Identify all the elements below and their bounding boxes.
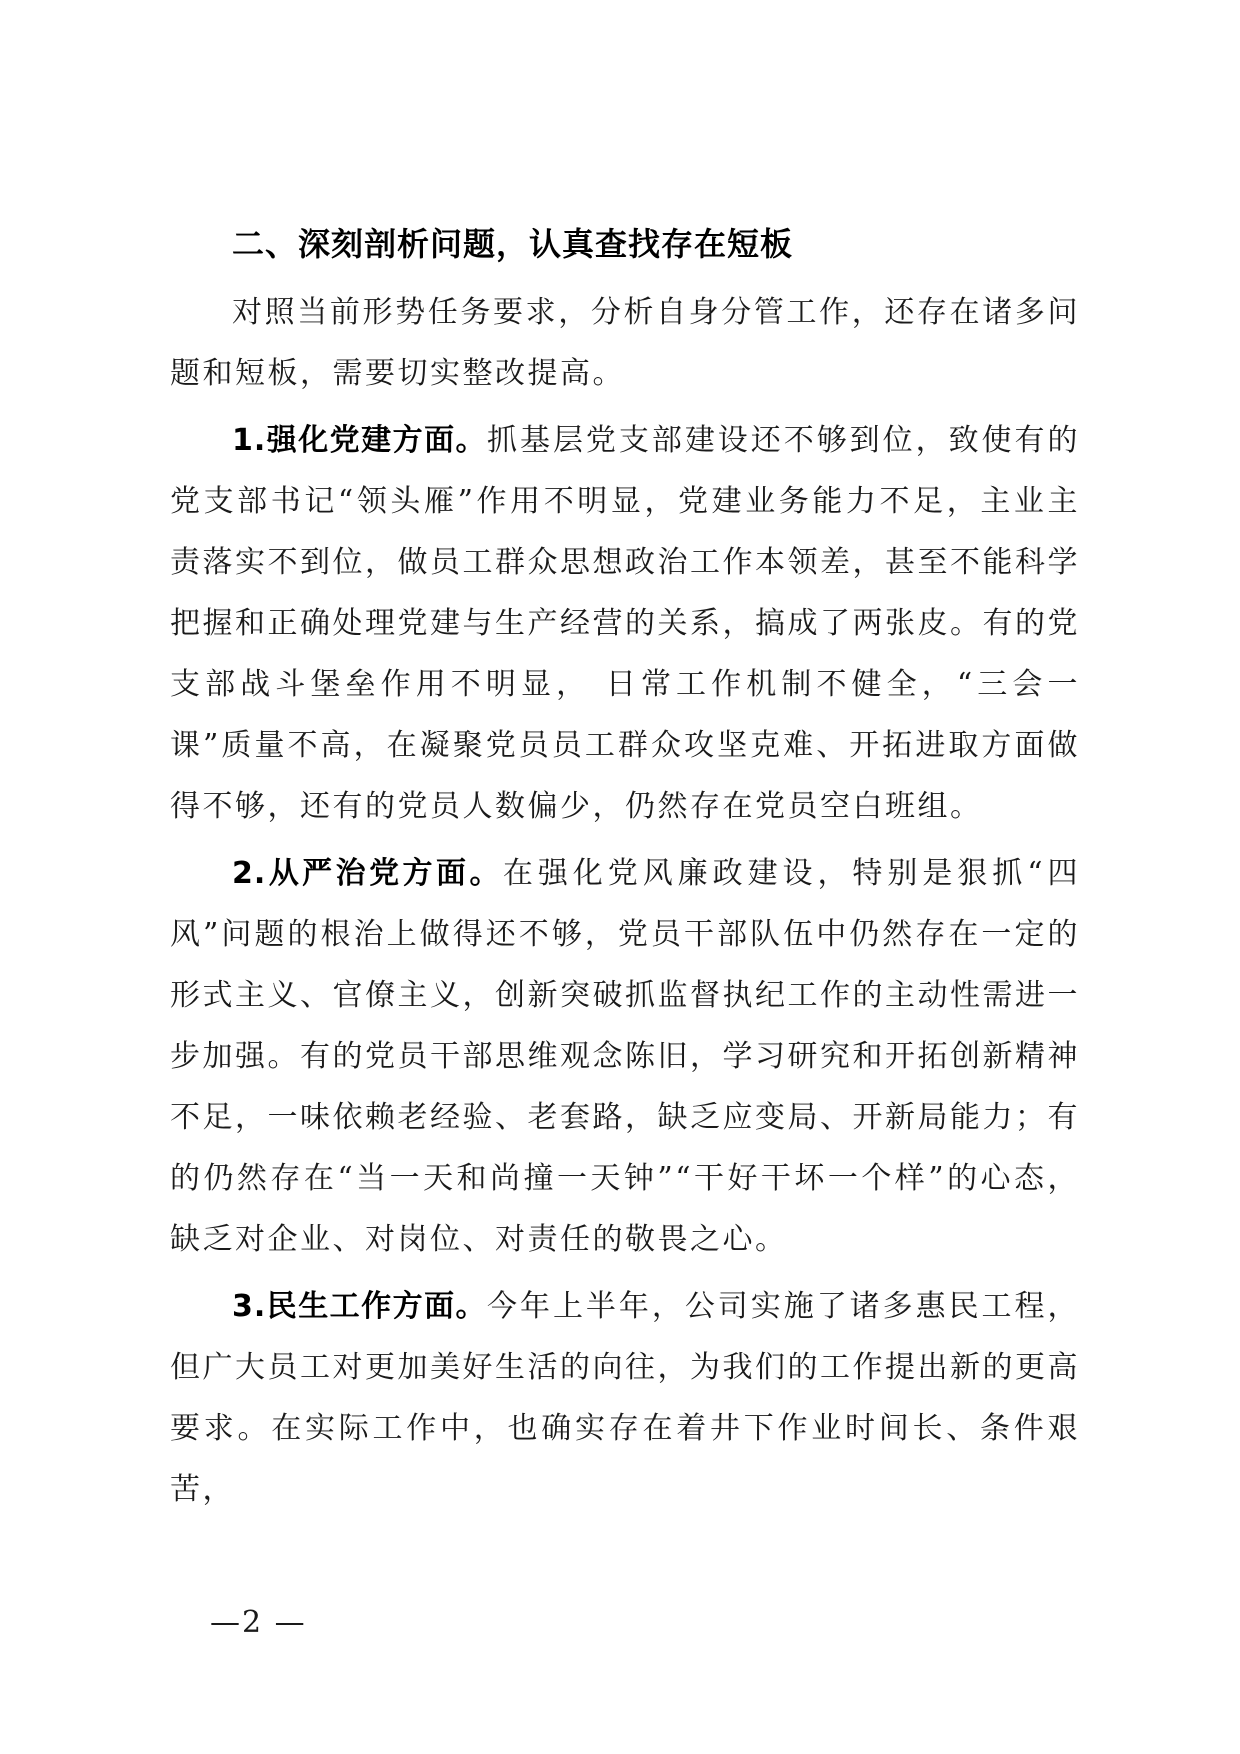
item-body-3: 今年上半年，公司实施了诸多惠民工程，但广大员工对更加美好生活的向往，为我们的工作提出新的更高要求。在实际工作中，也确实存在着井下作业时间长、条件艰苦， — [170, 1289, 1080, 1507]
item-body-2: 在强化党风廉政建设，特别是狠抓“四风”问题的根治上做得还不够，党员干部队伍中仍然存在一定的形式主义、官僚主义，创新突破抓监督执纪工作的主动性需进一步加强。有的党员干部思维观念陈旧，学习研究和开拓创新精神不足，一味依赖老经验、老套路，缺乏应变局、开新局能力；有的仍然存在“当一天和尚撞一天钟”“干好干坏一个样”的心态，缺乏对企业、对岗位、对责任的敬畏之心。 — [170, 856, 1080, 1257]
page-number: —2 — — [210, 1605, 307, 1640]
item-paragraph-1 — [170, 410, 1080, 837]
item-lead-1: 1.强化党建方面。 — [232, 423, 488, 458]
item-paragraph-3 — [170, 1276, 1080, 1520]
item-lead-2: 2.从严治党方面。 — [232, 856, 503, 891]
intro-paragraph: 对照当前形势任务要求，分析自身分管工作，还存在诸多问题和短板，需要切实整改提高。 — [170, 295, 1080, 391]
section-heading: 二、深刻剖析问题，认真查找存在短板 — [232, 225, 794, 263]
item-paragraph-2 — [170, 843, 1080, 1270]
document-body — [170, 220, 1080, 1526]
item-lead-3: 3.民生工作方面。 — [232, 1289, 488, 1324]
item-body-1: 抓基层党支部建设还不够到位，致使有的党支部书记“领头雁”作用不明显，党建业务能力不足，主业主责落实不到位，做员工群众思想政治工作本领差，甚至不能科学把握和正确处理党建与生产经营的关系，搞成了两张皮。有的党支部战斗堡垒作用不明显， 日常工作机制不健全，“三会一课”质量不高，在凝聚党员员工群众攻坚克难、开拓进取方面做得不够，还有的党员人数偏少，仍然存在党员空白班组。 — [170, 423, 1080, 824]
